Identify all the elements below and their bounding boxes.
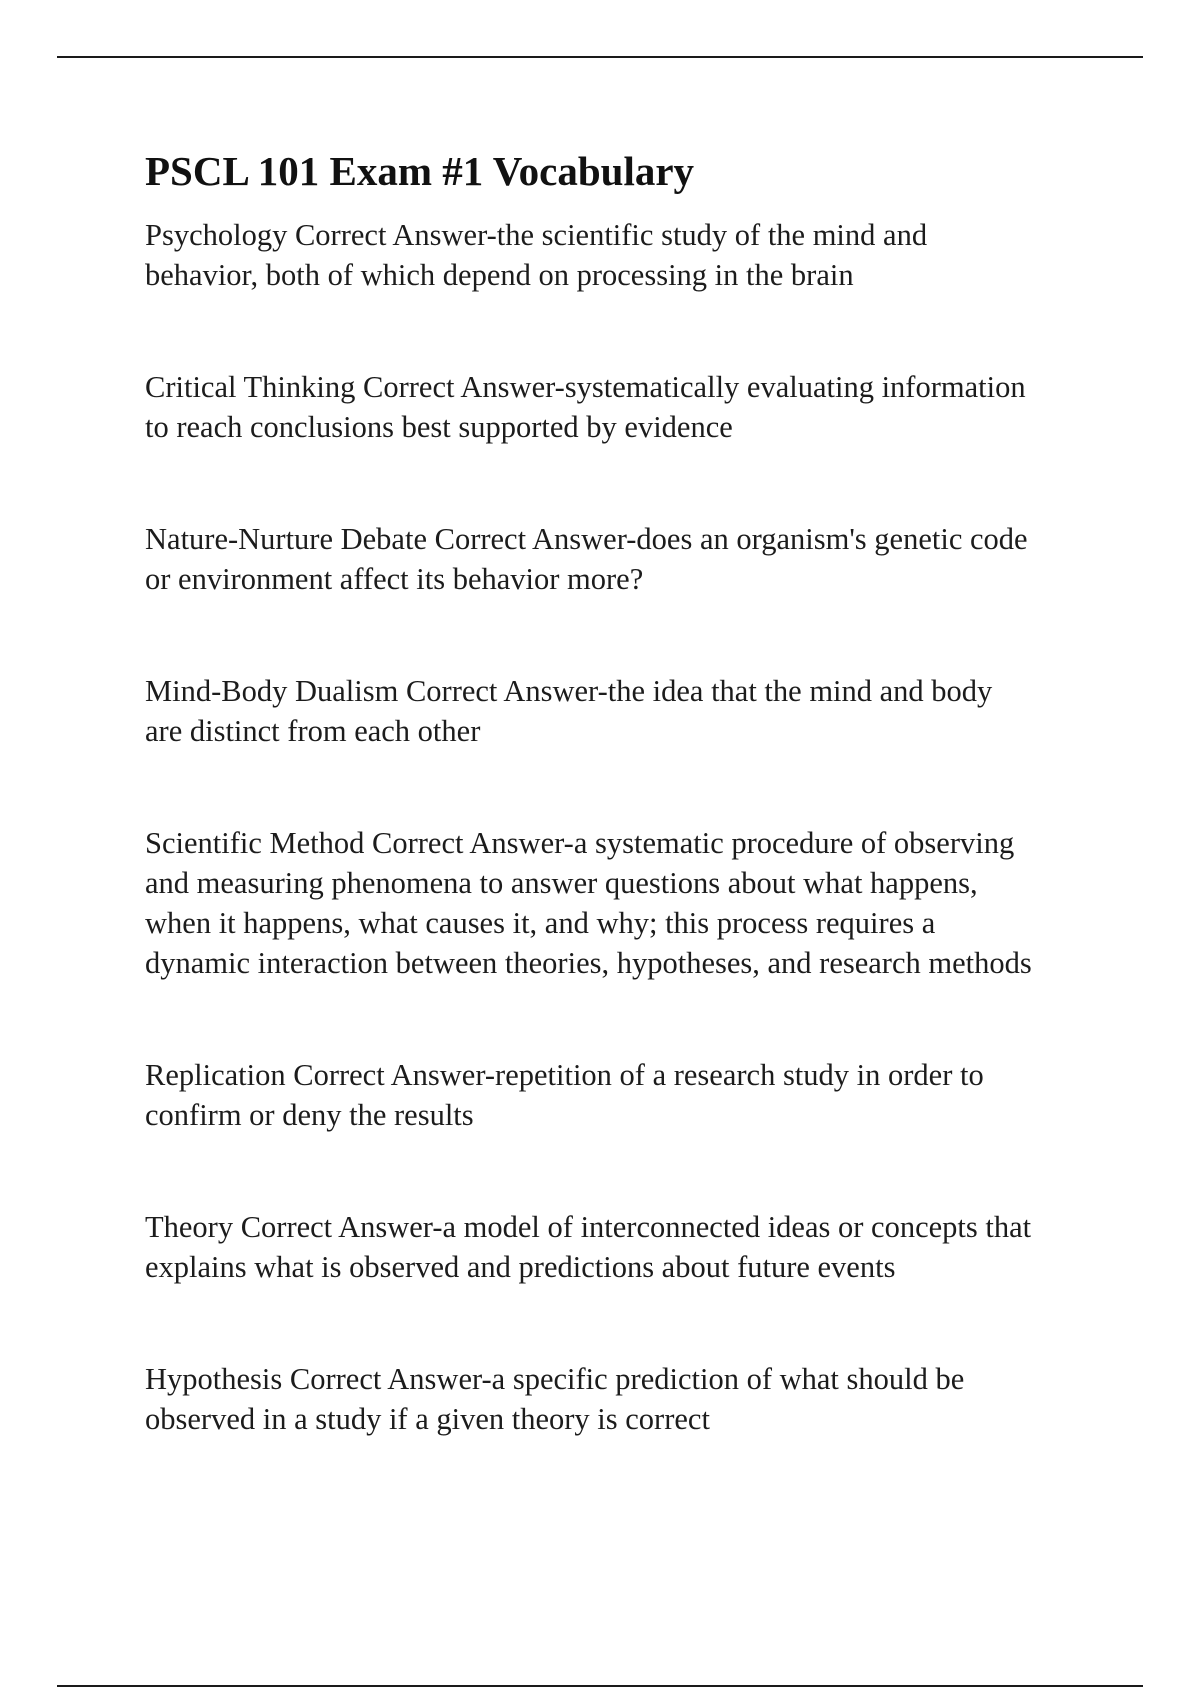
entry-line: Replication Correct Answer-repetition of a research study in order to xyxy=(145,1058,984,1092)
vocab-entry-replication xyxy=(145,1055,1145,1135)
entry-line: confirm or deny the results xyxy=(145,1098,474,1132)
entry-line: dynamic interaction between theories, hypotheses, and research methods xyxy=(145,946,1032,980)
entry-line: behavior, both of which depend on processing in the brain xyxy=(145,258,854,292)
header-rule xyxy=(57,56,1143,58)
entry-line: observed in a study if a given theory is correct xyxy=(145,1402,710,1436)
vocab-entry-hypothesis xyxy=(145,1359,1145,1439)
footer-rule xyxy=(57,1685,1143,1687)
vocab-entry-psychology xyxy=(145,215,1145,295)
entry-line: to reach conclusions best supported by evidence xyxy=(145,410,733,444)
entry-line: explains what is observed and predictions about future events xyxy=(145,1250,896,1284)
vocab-entry-critical-thinking xyxy=(145,367,1145,447)
entry-line: Psychology Correct Answer-the scientific study of the mind and xyxy=(145,218,928,252)
vocab-entry-scientific-method xyxy=(145,823,1145,983)
entry-line: or environment affect its behavior more? xyxy=(145,562,644,596)
entry-line: are distinct from each other xyxy=(145,714,481,748)
vocab-entry-nature-nurture-debate xyxy=(145,519,1145,599)
entry-line: Critical Thinking Correct Answer-systematically evaluating information xyxy=(145,370,1026,404)
entry-line: Hypothesis Correct Answer-a specific prediction of what should be xyxy=(145,1362,965,1396)
entry-line: Mind-Body Dualism Correct Answer-the idea that the mind and body xyxy=(145,674,993,708)
page-title: PSCL 101 Exam #1 Vocabulary xyxy=(145,148,695,194)
entry-line: Nature-Nurture Debate Correct Answer-does an organism's genetic code xyxy=(145,522,1028,556)
entry-line: Scientific Method Correct Answer-a systematic procedure of observing xyxy=(145,826,1015,860)
vocab-entry-mind-body-dualism xyxy=(145,671,1145,751)
entry-line: Theory Correct Answer-a model of interconnected ideas or concepts that xyxy=(145,1210,1032,1244)
entry-line: and measuring phenomena to answer questions about what happens, xyxy=(145,866,978,900)
vocab-entry-theory xyxy=(145,1207,1145,1287)
vocabulary-list xyxy=(145,215,1145,1439)
entry-line: when it happens, what causes it, and why; this process requires a xyxy=(145,906,936,940)
